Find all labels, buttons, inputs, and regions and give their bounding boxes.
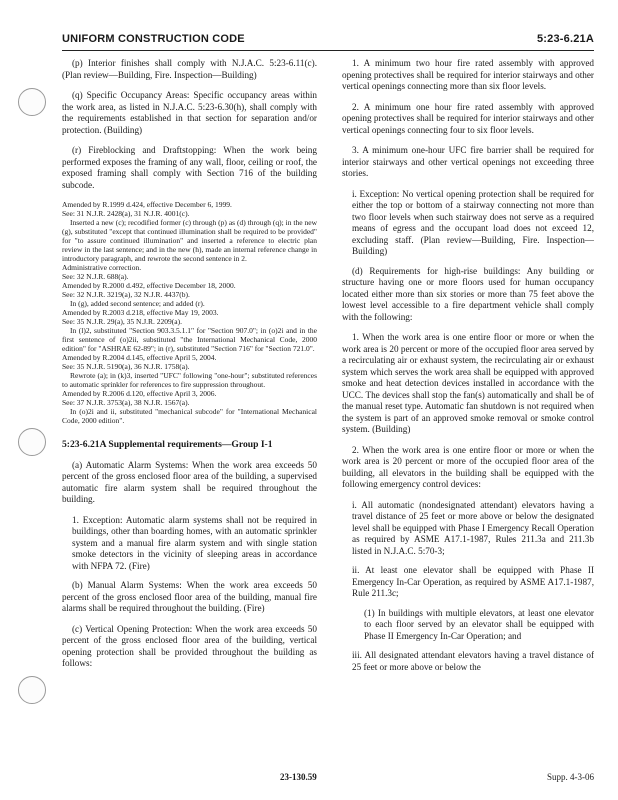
annotation-line: Amended by R.2004 d.145, effective April 5, 2004. [62,353,217,362]
annotation-line: Administrative correction. [62,263,142,272]
left-column [62,58,317,748]
paragraph-d-highrise: (d) Requirements for high-rise buildings: Any building or structure having one or more floors used for human occupancy located either more than six stories or more than 75 feet above the lowest level accessible to a fire department vehicle shall comply with the following: [342,265,594,322]
paragraph-d2ii: ii. At least one elevator shall be equipped with Phase II Emergency In-Car Operation, as required by ASME A17.1-1987, Rule 211.3c; [352,565,594,598]
binder-hole [18,428,46,456]
annotation-line: See: 35 N.J.R. 5190(a), 36 N.J.R. 1758(a). [62,362,190,371]
annotation-line: Inserted a new (c); recodified former (c) through (p) as (d) through (q); in the new (g), substituted "except that continued illumination shall be required to be provided" for "to assure continued illumination" and inserted a reference to electric plan review in the last sentence; and in the new (h), made an internal reference change in introductory paragraph, and rewrote the second sentence in 2. [62,218,317,263]
header-section-ref: 5:23-6.21A [536,33,594,45]
paragraph-c3: 3. A minimum one-hour UFC fire barrier shall be required for interior stairways and other vertical openings not exceeding three stories. [342,145,594,178]
annotation-line: See: 35 N.J.R. 29(a), 35 N.J.R. 2209(a). [62,317,182,326]
annotation-line: In (g), added second sentence; and added (r). [70,299,205,308]
annotation-line: See: 37 N.J.R. 3753(a), 38 N.J.R. 1567(a). [62,398,190,407]
section-heading: 5:23-6.21A Supplemental requirements—Group I-1 [62,439,273,450]
paragraph-a1-exception: 1. Exception: Automatic alarm systems shall not be required in buildings, other than boarding homes, with an automatic sprinkler system and a manual fire alarm system and with single station smoke detectors in the vicinity of sleeping areas in accordance with NFPA 72. (Fire) [72,514,317,571]
paragraph-c2: 2. A minimum one hour fire rated assembly with approved opening protectives shall be required for interior stairways and other vertical openings connecting four to six floor levels. [342,101,594,135]
paragraph-p-interior-finishes: (p) Interior finishes shall comply with N.J.A.C. 5:23-6.11(c). (Plan review—Building, Fire. Inspection—Building) [62,58,317,80]
annotation-line: See: 32 N.J.R. 3219(a), 32 N.J.R. 4437(b). [62,290,190,299]
paragraph-b-manual-alarm: (b) Manual Alarm Systems: When the work area exceeds 50 percent of the gross enclosed floor area of the building, manual fire alarms shall be required throughout the building. (Fire) [62,580,317,613]
supplement-date: Supp. 4-3-06 [547,772,594,782]
paragraph-r-fireblocking: (r) Fireblocking and Draftstopping: When the work being performed exposes the framing of any wall, floor, ceiling or roof, the exposed framing shall comply with Section 716 of the building subcode. [62,145,317,190]
paragraph-d2ii1: (1) In buildings with multiple elevators, at least one elevator to each floor served by an elevator shall be equipped with Phase II Emergency In-Car Operation; and [364,607,594,641]
annotation-line: In (o)2i and ii, substituted "mechanical subcode" for "International Mechanical Code, 2000 edition". [62,407,317,425]
annotation-line: Rewrote (a); in (k)3, inserted "UFC" following "one-hour"; substituted references to automatic sprinkler for references to fire suppression throughout. [62,371,317,389]
paragraph-d2: 2. When the work area is one entire floor or more or when the work area is 20 percent or more of the occupied floor area of the building, all elevators in the building shall be equipped with the following emergency control devices: [342,444,594,489]
annotation-line: Amended by R.2006 d.120, effective April 3, 2006. [62,389,217,398]
binder-hole [18,88,46,116]
paragraph-d1: 1. When the work area is one entire floor or more or when the work area is 20 percent or more of the occupied floor area served by a recirculating air or exhaust system, the recirculating air or exhaust system which serves the work area shall be equipped with approved smoke and heat detection devices installed in accordance with the UCC. The devices shall stop the fan(s) automatically and shall be of the manual reset type. Automatic fan shutdown is not required when the system is part of an approved smoke removal or smoke control system. (Building) [342,332,594,434]
paragraph-a-automatic-alarm: (a) Automatic Alarm Systems: When the work area exceeds 50 percent of the gross enclosed floor area of the building, a supervised automatic fire alarm system shall be required throughout the building. [62,459,317,504]
page-number: 23-130.59 [280,772,317,782]
paragraph-c3i-exception: i. Exception: No vertical opening protection shall be required for either the top or bottom of a stairway connecting not more than two floor levels when such stairway does not serve as a required means of egress and the occupant load does not exceed 12, excluding staff. (Plan review—Building, Fire. Inspection—Building) [352,188,594,256]
annotation-line: Amended by R.1999 d.424, effective December 6, 1999. [62,200,232,209]
binder-hole [18,676,46,704]
paragraph-d2iii: iii. All designated attendant elevators having a travel distance of 25 feet or more above or below the [352,650,594,672]
annotation-line: See: 32 N.J.R. 688(a). [62,272,129,281]
annotation-line: In (l)2, substituted "Section 903.3.5.1.1" for "Section 907.0"; in (o)2i and in the first sentence of (o)2ii, substituted "the International Mechanical Code, 2000 edition" for "ASHRAE 62-89"; in (r), substituted "Section 716" for "Section 721.0". [62,326,317,353]
annotation-line: Amended by R.2000 d.492, effective December 18, 2000. [62,281,236,290]
paragraph-c-vertical-opening: (c) Vertical Opening Protection: When the work area exceeds 50 percent of the gross enclosed floor area of the building, vertical opening protection shall be provided throughout the building as follows: [62,623,317,668]
paragraph-d2i: i. All automatic (nondesignated attendant) elevators having a travel distance of 25 feet or more above or below the designated level shall be equipped with Phase I Emergency Recall Operation as required by ASME A17.1-1987, Rules 211.3a and 211.3b listed in N.J.A.C. 5:70-3; [352,499,594,556]
annotation-line: See: 31 N.J.R. 2428(a), 31 N.J.R. 4001(c). [62,209,190,218]
history-annotations [62,200,317,425]
header-title: UNIFORM CONSTRUCTION CODE [62,33,245,45]
paragraph-q-specific-occupancy: (q) Specific Occupancy Areas: Specific occupancy areas within the work area, as listed in N.J.A.C. 5:23-6.30(h), shall comply with the requirements established in that section for separation and/or protection. (Building) [62,90,317,135]
paragraph-c1: 1. A minimum two hour fire rated assembly with approved opening protectives shall be required for interior stairways and other vertical openings connecting more than six floor levels. [342,58,594,91]
right-column [342,58,594,748]
annotation-line: Amended by R.2003 d.218, effective May 19, 2003. [62,308,219,317]
running-header [62,30,594,51]
